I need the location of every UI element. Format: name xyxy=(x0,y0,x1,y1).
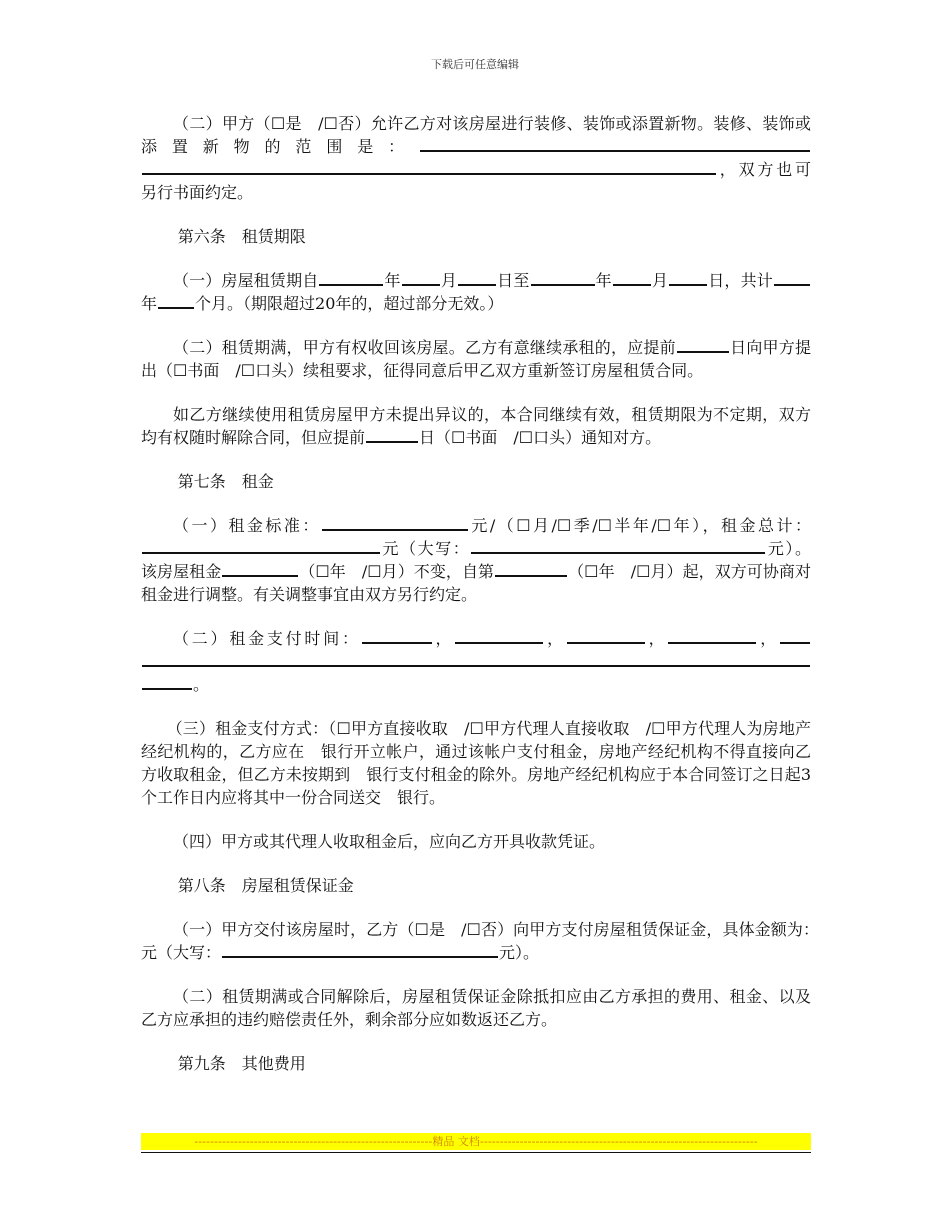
fill-blank[interactable] xyxy=(158,293,194,309)
clause-text: 元）。该房屋租金 xyxy=(141,539,811,581)
clause-8-1 xyxy=(141,918,828,964)
footer-dashes-right: ---------------------------------------------------------------------- xyxy=(479,1135,758,1148)
fill-blank[interactable] xyxy=(366,427,418,443)
fill-blank[interactable] xyxy=(142,159,716,175)
clause-text: （☐年 /☐月）起，双方可协商对租金进行调整。有关调整事宜由双方另行约定。 xyxy=(141,562,811,604)
article-7-heading: 第七条 租金 xyxy=(177,472,274,491)
clause-text: ， xyxy=(645,629,668,648)
clause-text: 年 xyxy=(141,294,158,313)
fill-blank[interactable] xyxy=(774,270,810,286)
clause-text: （一）甲方交付该房屋时，乙方（☐是 /☐否）向甲方支付房屋租赁保证金，具体金额为： 元（大写： xyxy=(141,920,828,962)
fill-blank[interactable] xyxy=(322,515,468,531)
fill-blank[interactable] xyxy=(567,628,645,644)
clause-text: 个月。（期限超过20年的，超过部分无效。） xyxy=(195,294,504,313)
fill-blank[interactable] xyxy=(142,674,192,690)
fill-blank[interactable] xyxy=(495,561,567,577)
document-body xyxy=(141,112,828,1096)
clause-text: （二）租赁期满，甲方有权收回该房屋。乙方有意继续承租的，应提前 xyxy=(173,338,676,357)
clause-text: 月 xyxy=(651,271,669,290)
clause-text: 月 xyxy=(440,271,458,290)
clause-text: ， xyxy=(544,629,566,648)
fill-blank[interactable] xyxy=(142,651,810,667)
fill-blank[interactable] xyxy=(531,270,595,286)
clause-text: 元/（☐月/☐季/☐半年/☐年），租金总计： xyxy=(468,516,811,535)
footer-text: 精品 文档 xyxy=(432,1135,480,1148)
clause-6-2 xyxy=(141,336,811,382)
clause-text: （二）甲方（☐是 /☐否）允许乙方对该房屋进行装修、装饰或添置新物。装修、装饰或添置新物的范围是： xyxy=(141,114,811,156)
fill-blank[interactable] xyxy=(668,628,756,644)
fill-blank[interactable] xyxy=(420,136,810,152)
clause-7-3: （三）租金支付方式：（☐甲方直接收取 /☐甲方代理人直接收取 /☐甲方代理人为房地产经纪机构的，乙方应在 银行开立帐户，通过该帐户支付租金，房地产经纪机构不得直接向乙方收取租金，但乙方未按期到 银行支付租金的除外。房地产经纪机构应于本合同签订之日起3个工作日内应将其中一份合同送交 银行。 xyxy=(141,719,811,807)
fill-blank[interactable] xyxy=(455,628,543,644)
clause-text: 。 xyxy=(193,675,210,694)
page-header: 下载后可任意编辑 xyxy=(431,58,519,71)
article-9-heading: 第九条 其他费用 xyxy=(177,1054,306,1073)
clause-5-2 xyxy=(141,112,811,204)
fill-blank[interactable] xyxy=(222,561,298,577)
fill-blank[interactable] xyxy=(362,628,432,644)
clause-text: （一）租金标准： xyxy=(173,516,321,535)
fill-blank[interactable] xyxy=(677,337,729,353)
fill-blank[interactable] xyxy=(613,270,651,286)
fill-blank[interactable] xyxy=(780,628,810,644)
fill-blank[interactable] xyxy=(669,270,707,286)
clause-text: （二）租金支付时间： xyxy=(173,629,361,648)
footer-banner xyxy=(141,1133,811,1150)
fill-blank[interactable] xyxy=(458,270,496,286)
footer-rule xyxy=(141,1152,811,1153)
clause-text: 日向甲方提出（☐书面 /☐口头）续租要求，征得同意后甲乙双方重新签订房屋租赁合同。 xyxy=(141,338,811,380)
clause-text: 日（☐书面 /☐口头）通知对方。 xyxy=(419,428,662,447)
clause-6-1 xyxy=(141,269,811,315)
fill-blank[interactable] xyxy=(471,538,765,554)
fill-blank[interactable] xyxy=(142,538,380,554)
clause-8-2: （二）租赁期满或合同解除后，房屋租赁保证金除抵扣应由乙方承担的费用、租金、以及乙方应承担的违约赔偿责任外，剩余部分应如数返还乙方。 xyxy=(141,987,811,1029)
page-footer xyxy=(141,1133,811,1153)
clause-text: ，双方也可另行书面约定。 xyxy=(141,160,811,202)
clause-text: 元）。 xyxy=(499,943,540,962)
fill-blank[interactable] xyxy=(222,942,498,958)
clause-text: 元（大写： xyxy=(381,539,471,558)
article-8-heading: 第八条 房屋租赁保证金 xyxy=(177,876,354,895)
clause-7-4: （四）甲方或其代理人收取租金后，应向乙方开具收款凭证。 xyxy=(173,832,606,851)
footer-dashes-left: ------------------------------------------------------------ xyxy=(194,1135,433,1148)
fill-blank[interactable] xyxy=(319,270,383,286)
clause-text: 年 xyxy=(384,271,401,290)
clause-text: 年 xyxy=(595,271,612,290)
clause-text: ， xyxy=(757,629,779,648)
clause-6-3 xyxy=(141,403,811,449)
clause-text: （一）房屋租赁期自 xyxy=(173,271,319,290)
clause-text: ， xyxy=(432,629,455,648)
clause-text: 如乙方继续使用租赁房屋甲方未提出异议的，本合同继续有效，租赁期限为不定期，双方均有权随时解除合同，但应提前 xyxy=(141,405,811,447)
clause-text: 日，共计 xyxy=(708,271,773,290)
clause-text: 日至 xyxy=(497,271,530,290)
fill-blank[interactable] xyxy=(402,270,440,286)
clause-7-2 xyxy=(141,627,811,696)
clause-text: （☐年 /☐月）不变，自第 xyxy=(299,562,495,581)
article-6-heading: 第六条 租赁期限 xyxy=(177,227,306,246)
clause-7-1 xyxy=(141,514,811,606)
